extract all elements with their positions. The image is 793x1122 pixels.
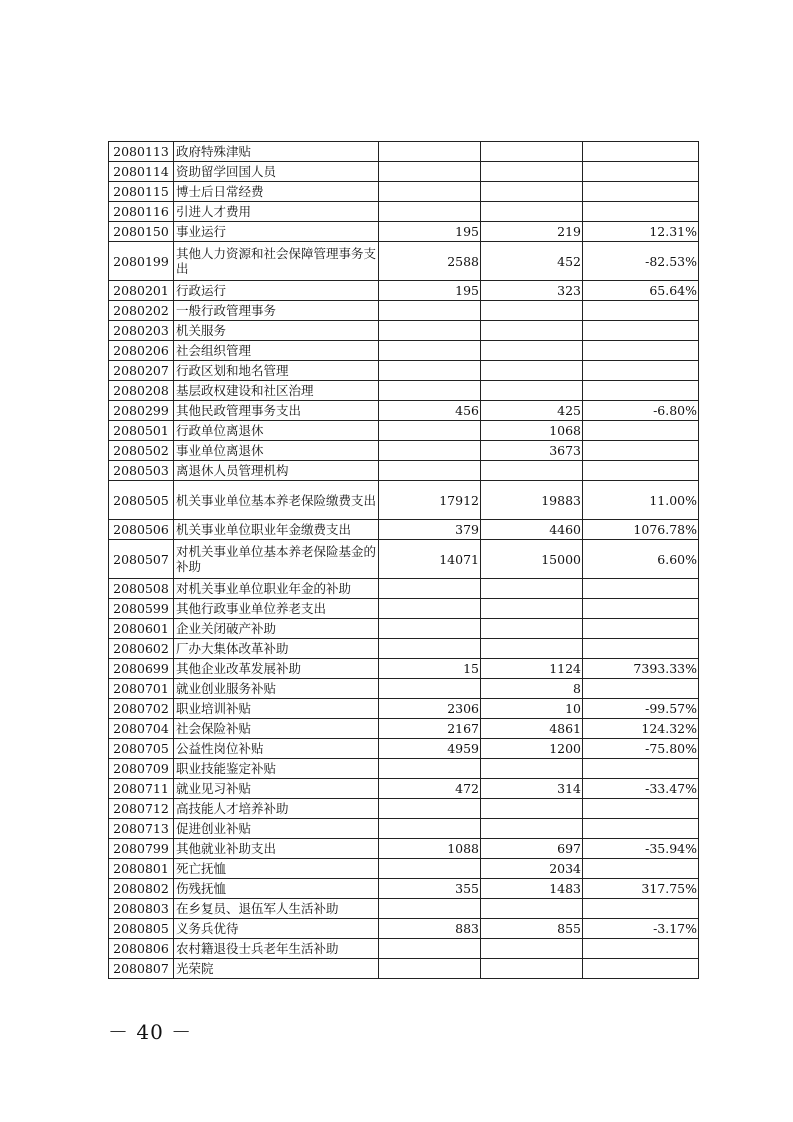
prior-amount-cell: [379, 162, 481, 182]
current-amount-cell: 10: [481, 699, 583, 719]
prior-amount-cell: [379, 361, 481, 381]
table-row: [109, 540, 699, 579]
item-name-cell: 在乡复员、退伍军人生活补助: [174, 899, 379, 919]
table-row: [109, 939, 699, 959]
current-amount-cell: 697: [481, 839, 583, 859]
item-name-cell: 企业关闭破产补助: [174, 619, 379, 639]
current-amount-cell: 1124: [481, 659, 583, 679]
current-amount-cell: [481, 619, 583, 639]
change-percent-cell: [583, 939, 699, 959]
change-percent-cell: [583, 421, 699, 441]
current-amount-cell: [481, 959, 583, 979]
current-amount-cell: 8: [481, 679, 583, 699]
change-percent-cell: [583, 859, 699, 879]
item-name-cell: 行政单位离退休: [174, 421, 379, 441]
item-name-cell: 其他企业改革发展补助: [174, 659, 379, 679]
change-percent-cell: [583, 162, 699, 182]
current-amount-cell: 452: [481, 242, 583, 281]
table-row: [109, 919, 699, 939]
prior-amount-cell: [379, 579, 481, 599]
change-percent-cell: [583, 679, 699, 699]
current-amount-cell: 1483: [481, 879, 583, 899]
item-name-cell: 农村籍退役士兵老年生活补助: [174, 939, 379, 959]
item-name-cell: 其他民政管理事务支出: [174, 401, 379, 421]
table-row: [109, 421, 699, 441]
prior-amount-cell: 883: [379, 919, 481, 939]
table-row: [109, 639, 699, 659]
item-name-cell: 资助留学回国人员: [174, 162, 379, 182]
account-code-cell: 2080709: [109, 759, 174, 779]
table-row: [109, 441, 699, 461]
prior-amount-cell: 4959: [379, 739, 481, 759]
change-percent-cell: 6.60%: [583, 540, 699, 579]
change-percent-cell: [583, 441, 699, 461]
prior-amount-cell: [379, 142, 481, 162]
account-code-cell: 2080113: [109, 142, 174, 162]
table-row: [109, 520, 699, 540]
prior-amount-cell: [379, 899, 481, 919]
item-name-cell: 其他就业补助支出: [174, 839, 379, 859]
prior-amount-cell: [379, 301, 481, 321]
prior-amount-cell: [379, 441, 481, 461]
table-row: [109, 839, 699, 859]
change-percent-cell: [583, 461, 699, 481]
account-code-cell: 2080507: [109, 540, 174, 579]
prior-amount-cell: [379, 939, 481, 959]
prior-amount-cell: [379, 599, 481, 619]
table-row: [109, 281, 699, 301]
current-amount-cell: [481, 759, 583, 779]
account-code-cell: 2080201: [109, 281, 174, 301]
table-row: [109, 659, 699, 679]
table-row: [109, 481, 699, 520]
item-name-cell: 公益性岗位补贴: [174, 739, 379, 759]
change-percent-cell: [583, 759, 699, 779]
account-code-cell: 2080199: [109, 242, 174, 281]
item-name-cell: 事业运行: [174, 222, 379, 242]
item-name-cell: 就业见习补贴: [174, 779, 379, 799]
item-name-cell: 就业创业服务补贴: [174, 679, 379, 699]
account-code-cell: 2080807: [109, 959, 174, 979]
change-percent-cell: -35.94%: [583, 839, 699, 859]
change-percent-cell: [583, 619, 699, 639]
prior-amount-cell: 2588: [379, 242, 481, 281]
account-code-cell: 2080705: [109, 739, 174, 759]
item-name-cell: 行政区划和地名管理: [174, 361, 379, 381]
current-amount-cell: [481, 819, 583, 839]
current-amount-cell: [481, 461, 583, 481]
change-percent-cell: [583, 142, 699, 162]
prior-amount-cell: [379, 381, 481, 401]
change-percent-cell: [583, 599, 699, 619]
item-name-cell: 事业单位离退休: [174, 441, 379, 461]
account-code-cell: 2080299: [109, 401, 174, 421]
item-name-cell: 机关服务: [174, 321, 379, 341]
item-name-cell: 政府特殊津贴: [174, 142, 379, 162]
table-row: [109, 719, 699, 739]
table-row: [109, 739, 699, 759]
prior-amount-cell: 456: [379, 401, 481, 421]
table-row: [109, 579, 699, 599]
current-amount-cell: 323: [481, 281, 583, 301]
account-code-cell: 2080203: [109, 321, 174, 341]
prior-amount-cell: 2306: [379, 699, 481, 719]
prior-amount-cell: 355: [379, 879, 481, 899]
table-row: [109, 321, 699, 341]
change-percent-cell: 124.32%: [583, 719, 699, 739]
item-name-cell: 死亡抚恤: [174, 859, 379, 879]
item-name-cell: 其他人力资源和社会保障管理事务支出: [174, 242, 379, 281]
item-name-cell: 离退休人员管理机构: [174, 461, 379, 481]
current-amount-cell: [481, 142, 583, 162]
table-row: [109, 679, 699, 699]
account-code-cell: 2080799: [109, 839, 174, 859]
item-name-cell: 机关事业单位职业年金缴费支出: [174, 520, 379, 540]
account-code-cell: 2080711: [109, 779, 174, 799]
table-row: [109, 202, 699, 222]
account-code-cell: 2080502: [109, 441, 174, 461]
change-percent-cell: 1076.78%: [583, 520, 699, 540]
table-row: [109, 699, 699, 719]
prior-amount-cell: 1088: [379, 839, 481, 859]
change-percent-cell: [583, 639, 699, 659]
change-percent-cell: 317.75%: [583, 879, 699, 899]
item-name-cell: 对机关事业单位基本养老保险基金的补助: [174, 540, 379, 579]
account-code-cell: 2080803: [109, 899, 174, 919]
current-amount-cell: 314: [481, 779, 583, 799]
prior-amount-cell: 2167: [379, 719, 481, 739]
current-amount-cell: 219: [481, 222, 583, 242]
table-row: [109, 899, 699, 919]
current-amount-cell: [481, 321, 583, 341]
prior-amount-cell: [379, 619, 481, 639]
table-row: [109, 381, 699, 401]
table-row: [109, 341, 699, 361]
item-name-cell: 博士后日常经费: [174, 182, 379, 202]
prior-amount-cell: 17912: [379, 481, 481, 520]
change-percent-cell: 65.64%: [583, 281, 699, 301]
account-code-cell: 2080802: [109, 879, 174, 899]
account-code-cell: 2080713: [109, 819, 174, 839]
table-row: [109, 799, 699, 819]
table-row: [109, 819, 699, 839]
prior-amount-cell: [379, 321, 481, 341]
account-code-cell: 2080505: [109, 481, 174, 520]
account-code-cell: 2080508: [109, 579, 174, 599]
prior-amount-cell: 15: [379, 659, 481, 679]
current-amount-cell: [481, 899, 583, 919]
table-row: [109, 361, 699, 381]
item-name-cell: 伤残抚恤: [174, 879, 379, 899]
table-row: [109, 142, 699, 162]
prior-amount-cell: 14071: [379, 540, 481, 579]
item-name-cell: 光荣院: [174, 959, 379, 979]
change-percent-cell: 11.00%: [583, 481, 699, 520]
change-percent-cell: 12.31%: [583, 222, 699, 242]
table-row: [109, 959, 699, 979]
change-percent-cell: [583, 301, 699, 321]
account-code-cell: 2080602: [109, 639, 174, 659]
change-percent-cell: [583, 579, 699, 599]
table-row: [109, 619, 699, 639]
item-name-cell: 机关事业单位基本养老保险缴费支出: [174, 481, 379, 520]
item-name-cell: 促进创业补贴: [174, 819, 379, 839]
account-code-cell: 2080503: [109, 461, 174, 481]
table-row: [109, 242, 699, 281]
current-amount-cell: 1068: [481, 421, 583, 441]
account-code-cell: 2080704: [109, 719, 174, 739]
item-name-cell: 义务兵优待: [174, 919, 379, 939]
prior-amount-cell: 195: [379, 222, 481, 242]
change-percent-cell: [583, 381, 699, 401]
current-amount-cell: 4861: [481, 719, 583, 739]
account-code-cell: 2080701: [109, 679, 174, 699]
table-row: [109, 599, 699, 619]
prior-amount-cell: [379, 679, 481, 699]
current-amount-cell: [481, 361, 583, 381]
account-code-cell: 2080702: [109, 699, 174, 719]
account-code-cell: 2080805: [109, 919, 174, 939]
page-number: － 40 －: [108, 1020, 193, 1044]
account-code-cell: 2080699: [109, 659, 174, 679]
prior-amount-cell: 195: [379, 281, 481, 301]
account-code-cell: 2080116: [109, 202, 174, 222]
change-percent-cell: [583, 819, 699, 839]
account-code-cell: 2080206: [109, 341, 174, 361]
table-row: [109, 879, 699, 899]
account-code-cell: 2080801: [109, 859, 174, 879]
account-code-cell: 2080506: [109, 520, 174, 540]
change-percent-cell: [583, 182, 699, 202]
account-code-cell: 2080501: [109, 421, 174, 441]
item-name-cell: 高技能人才培养补助: [174, 799, 379, 819]
current-amount-cell: [481, 939, 583, 959]
table-row: [109, 859, 699, 879]
table-row: [109, 162, 699, 182]
current-amount-cell: 2034: [481, 859, 583, 879]
account-code-cell: 2080712: [109, 799, 174, 819]
current-amount-cell: [481, 639, 583, 659]
item-name-cell: 其他行政事业单位养老支出: [174, 599, 379, 619]
current-amount-cell: [481, 599, 583, 619]
account-code-cell: 2080601: [109, 619, 174, 639]
account-code-cell: 2080208: [109, 381, 174, 401]
change-percent-cell: -75.80%: [583, 739, 699, 759]
account-code-cell: 2080115: [109, 182, 174, 202]
account-code-cell: 2080806: [109, 939, 174, 959]
item-name-cell: 职业技能鉴定补贴: [174, 759, 379, 779]
item-name-cell: 一般行政管理事务: [174, 301, 379, 321]
budget-table: [108, 141, 699, 979]
prior-amount-cell: [379, 341, 481, 361]
item-name-cell: 引进人才费用: [174, 202, 379, 222]
item-name-cell: 行政运行: [174, 281, 379, 301]
table-row: [109, 182, 699, 202]
current-amount-cell: [481, 301, 583, 321]
prior-amount-cell: [379, 461, 481, 481]
item-name-cell: 基层政权建设和社区治理: [174, 381, 379, 401]
prior-amount-cell: 379: [379, 520, 481, 540]
account-code-cell: 2080207: [109, 361, 174, 381]
account-code-cell: 2080150: [109, 222, 174, 242]
item-name-cell: 对机关事业单位职业年金的补助: [174, 579, 379, 599]
prior-amount-cell: [379, 819, 481, 839]
table-row: [109, 401, 699, 421]
prior-amount-cell: [379, 639, 481, 659]
current-amount-cell: 425: [481, 401, 583, 421]
current-amount-cell: 3673: [481, 441, 583, 461]
prior-amount-cell: [379, 799, 481, 819]
table-body: [109, 142, 699, 979]
change-percent-cell: [583, 321, 699, 341]
current-amount-cell: 4460: [481, 520, 583, 540]
table-row: [109, 461, 699, 481]
current-amount-cell: [481, 381, 583, 401]
prior-amount-cell: [379, 202, 481, 222]
current-amount-cell: [481, 579, 583, 599]
change-percent-cell: 7393.33%: [583, 659, 699, 679]
prior-amount-cell: [379, 421, 481, 441]
change-percent-cell: [583, 899, 699, 919]
change-percent-cell: [583, 361, 699, 381]
prior-amount-cell: [379, 959, 481, 979]
current-amount-cell: [481, 182, 583, 202]
current-amount-cell: [481, 202, 583, 222]
change-percent-cell: -33.47%: [583, 779, 699, 799]
item-name-cell: 职业培训补贴: [174, 699, 379, 719]
change-percent-cell: [583, 341, 699, 361]
item-name-cell: 社会保险补贴: [174, 719, 379, 739]
prior-amount-cell: [379, 759, 481, 779]
change-percent-cell: [583, 799, 699, 819]
current-amount-cell: [481, 162, 583, 182]
current-amount-cell: 1200: [481, 739, 583, 759]
account-code-cell: 2080202: [109, 301, 174, 321]
prior-amount-cell: 472: [379, 779, 481, 799]
current-amount-cell: [481, 799, 583, 819]
table-row: [109, 779, 699, 799]
account-code-cell: 2080599: [109, 599, 174, 619]
prior-amount-cell: [379, 182, 481, 202]
table-row: [109, 301, 699, 321]
change-percent-cell: -6.80%: [583, 401, 699, 421]
table-row: [109, 222, 699, 242]
current-amount-cell: 855: [481, 919, 583, 939]
item-name-cell: 社会组织管理: [174, 341, 379, 361]
prior-amount-cell: [379, 859, 481, 879]
current-amount-cell: 15000: [481, 540, 583, 579]
change-percent-cell: [583, 959, 699, 979]
current-amount-cell: [481, 341, 583, 361]
account-code-cell: 2080114: [109, 162, 174, 182]
item-name-cell: 厂办大集体改革补助: [174, 639, 379, 659]
change-percent-cell: -99.57%: [583, 699, 699, 719]
change-percent-cell: -3.17%: [583, 919, 699, 939]
current-amount-cell: 19883: [481, 481, 583, 520]
table-row: [109, 759, 699, 779]
change-percent-cell: [583, 202, 699, 222]
change-percent-cell: -82.53%: [583, 242, 699, 281]
